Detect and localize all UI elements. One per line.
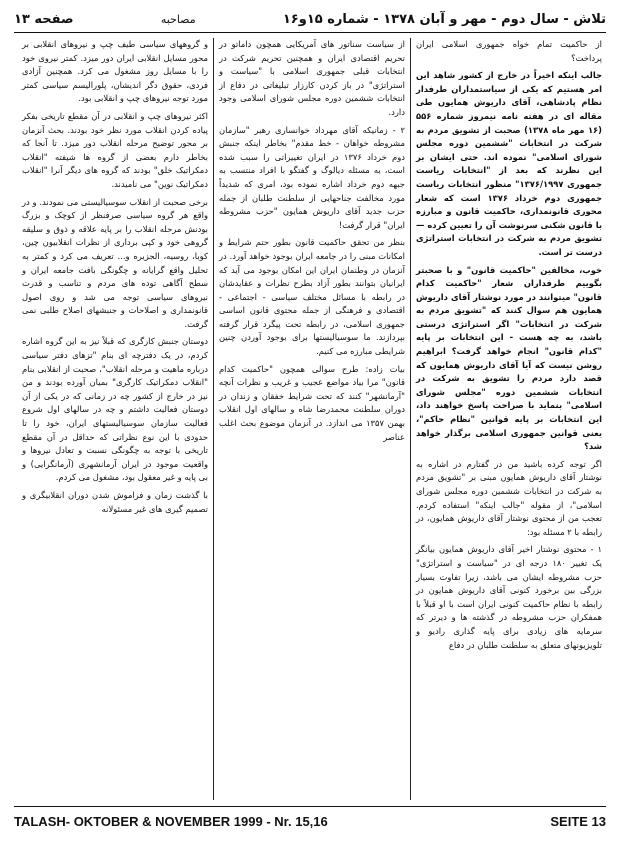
column-divider bbox=[410, 38, 411, 800]
paragraph: بیات زاده: طرح سوالی همچون "حاکمیت کدام قانون" مرا بیاد مواضع عجیب و غریب و نظرات آنچه "آرمانشهر" کنند که تحت شرایط خفقان و زندان در دوران سلطنت محمدرضا شاه و سالهای اول انقلاب بهمن ۱۳۵۷ می اندازد. در آنزمان موضوع بحث اغلب عناصر bbox=[219, 363, 405, 442]
page-header bbox=[14, 8, 606, 30]
paragraph: ۲ - زمانیکه آقای مهرداد خوانساری رهبر "سازمان مشروطه خواهان - خط مقدم" بخاطر اینکه جنبش دوم خرداد ۱۳۷۶ در ایران تغییراتی را سبب شده است، به مسئله دیالوگ و گفتگو با افراد منتسب به جبهه دوم خرداد اشاره نموده بود، امری که شدیداً مورد مخالفت جناحهایی از سلطنت طلبان از جمله حزب جدید آقای داریوش همایون "حزب مشروطه ایران" قرار گرفت! bbox=[219, 124, 405, 230]
header-title: تلاش - سال دوم - مهر و آبان ۱۳۷۸ - شماره ۱۵و۱۶ bbox=[282, 11, 606, 27]
header-page-number: صفحه ۱۳ bbox=[14, 11, 74, 27]
page-footer bbox=[14, 812, 606, 830]
paragraph: از سیاست سناتور های آمریکایی همچون داماتو در تحریم اقتصادی ایران و همچنین تحریم شرکت در انتخابات قبلی جمهوری اسلامی با "سیاست و استراتژی" در باز کردن کارزار تبلیغاتی در دفاع از انتخابات ششمین دوره مجلس شورای اسلامی وجود دارد. bbox=[219, 39, 405, 117]
paragraph: از حاکمیت تمام خواه جمهوری اسلامی ایران پرداخت؟ bbox=[416, 39, 602, 63]
paragraph: و گروههای سیاسی طیف چپ و نیروهای انقلابی بر محور مسایل انقلابی ایران دور میزد. کمتر نیروی خود را با مسایل روز مشغول می کرد. همچنین آزادی فردی، حقوق دگر اندیشان، پلورالیسم سیاسی کمتر مورد توجه نیروهای چپ و انقلابی بود. bbox=[22, 39, 208, 104]
column-right bbox=[412, 38, 606, 800]
paragraph: برخی صحبت از انقلاب سوسیالیستی می نمودند. و در واقع هر گروه سیاسی صرفنظر از کوچک و بزرگ بودنش مرحله انقلاب را بر پایه علاقه و ذوق و سلیقه گروهی خود و کپی برداری از نظرات انقلابیون چین، کوبا، روسیه، الجزیره و... تعریف می کرد و کمتر به تحلیل واقع گرایانه و چگونگی بافت جامعه ایران و سطح آگاهی توده های مردم و تناسب و قدرت نیروهای سیاسی توجه می شد و روی اصول قانونمداری و اصلاحات و جنبشهای اصلاح طلبی نمی گرفت. bbox=[22, 196, 208, 329]
footer-rule bbox=[14, 806, 606, 807]
paragraph: دوستان جنبش کارگری که قبلاً نیز به این گروه اشاره کردم، در یک دفترچه ای بنام "تزهای دفتر سیاسی درباره ماهیت و مرحله انقلاب"، صحبت از انقلابی بنام "انقلاب دمکراتیک کارگری" بمیان آورده بودند و من نیز در خارج از کشور چه در زمانی که در یکی از آن دوستان فعالیت داشتم و چه در سالهای اول شروع فعالیت سازمان سوسیالیستهای ایران، خود را تا حدودی با این نوع نظراتی که حداقل در آن مقطع تاریخی با توجه به چگونگی نسبت و تعادل نیروها و واقعیت موجود در ایران آرمانشهری (آرمانگرایی) و بی پایه و غیر معقول بود، مشغول می کردم. bbox=[22, 336, 208, 483]
paragraph: جالب اینکه اخیراً در خارج از کشور شاهد این امر هستیم که یکی از سیاستمداران طرفدار نظام پادشاهی، آقای داریوش همایون طی مقاله ای در هفته نامه نیمروز شماره ۵۵۶ (۱۶ مهر ماه ۱۳۷۸) صحبت از تشویق مردم به شرکت در انتخابات "ششمین دوره مجلس شورای اسلامی" نموده اند. حتی ایشان بر این نظرند که بعد از "انتخابات ریاست جمهوری ۱۳۷۶/۱۹۹۷" منظور انتخابات ریاست جمهوری دوم خرداد ۱۳۷۶ است که شعار محوری قانونمداری، حاکمیت قانون و مبارزه با قانون شکنی سرنوشت آن را تعیین کرده — تشویق مردم به شرکت در انتخابات استراتژی درست تر است. bbox=[416, 70, 603, 257]
paragraph: با گذشت زمان و فراموش شدن دوران انقلابیگری و تصمیم گیری های غیر مسئولانه bbox=[22, 490, 208, 514]
header-section: مصاحبه bbox=[160, 12, 196, 26]
header-rule bbox=[14, 32, 606, 33]
column-left bbox=[18, 38, 212, 800]
column-middle bbox=[215, 38, 409, 800]
paragraph: اکثر نیروهای چپ و انقلابی در آن مقطع تاریخی بفکر پیاده کردن انقلاب مورد نظر خود بودند. بحث آنزمان بر محور توضیح مرحله انقلاب دور میزد. تا آنجا که بخاطر دارم بعضی از گروه ها شیفته "انقلاب دمکراتیک خلق" بودند که گروه های دیگر آنرا "انقلاب دمکراتیک نوین" می نامیدند. bbox=[22, 110, 208, 189]
column-divider bbox=[213, 38, 214, 800]
paragraph: ۱ - محتوی نوشتار اخیر آقای داریوش همایون بیانگر یک تغییر ۱۸۰ درجه ای در "سیاست و استراتژی" حزب مشروطه ایشان می باشد، زیرا تفاوت بسیار بزرگی بین برخورد کنونی آقای داریوش همایون در رابطه با نظام حاکمیت کنونی ایران است با او قبلاً با همفکران حزب مشروطه در گذشته ها و دیرتر که سرمایه های زیادی برای پایه گذاری رادیو و تلویزیونهای متعلق به سلطنت طلبان در دفاع bbox=[416, 544, 602, 650]
footer-page-number: SEITE 13 bbox=[550, 813, 606, 829]
article-columns bbox=[14, 38, 606, 800]
footer-publication: TALASH- OKTOBER & NOVEMBER 1999 - Nr. 15,16 bbox=[14, 813, 328, 829]
paragraph: بنظر من تحقق حاکمیت قانون بطور حتم شرایط و امکانات مبنی را در جامعه ایران بوجود خواهد آورد. در آنزمان در وطنمان ایران این امکان بوجود می آید که ایرانیان بتوانند بطور آزاد بطرح نظرات و عقایدشان در رابطه با مسائل مختلف سیاسی - اجتماعی - اقتصادی و فرهنگی از جمله محتوی قانون اساسی جمهوری اسلامی، در رابطه تحت پیگرد قرار گرفته بپردازند. ما سوسیالیستها برای بوجود آوردن چنین شرایطی مبارزه می کنیم. bbox=[219, 237, 405, 357]
paragraph: خوب، مخالفین "حاکمیت قانون" و با صحبتر بگوییم طرفداران شعار "حاکمیت کدام قانون" میتوانند در مورد نوشتار آقای داریوش همایون هم سوال کنند که "تشویق مردم به شرکت در انتخابات" اگر استراتژی درستی باشد، به چه هست - این انتخابات بر پایه "کدام قانون" انجام خواهد گرفت؟ ابراهیم روشن نیست که آیا آقای داریوش همایون که قصد دارد مردم را تشویق به شرکت در انتخابات ششمین دوره "مجلس شورای اسلامی" بنماید با صراحت پاسخ خواهند داد، این انتخابات بر پایه قوانین "نظام حاکم"، یعنی قوانین جمهوری اسلامی برگذار خواهد شد؟ bbox=[416, 264, 602, 452]
paragraph: اگر توجه کرده باشید من در گفتارم در اشاره به نوشتار آقای داریوش همایون مبنی بر "تشویق مردم به شرکت در انتخابات ششمین دوره مجلس شورای اسلامی"، از مقوله "جالب اینکه" استفاده کردم. تعجب من از محتوی نوشتار آقای داریوش همایون، در رابطه با ۲ مسئله بود: bbox=[416, 458, 602, 537]
